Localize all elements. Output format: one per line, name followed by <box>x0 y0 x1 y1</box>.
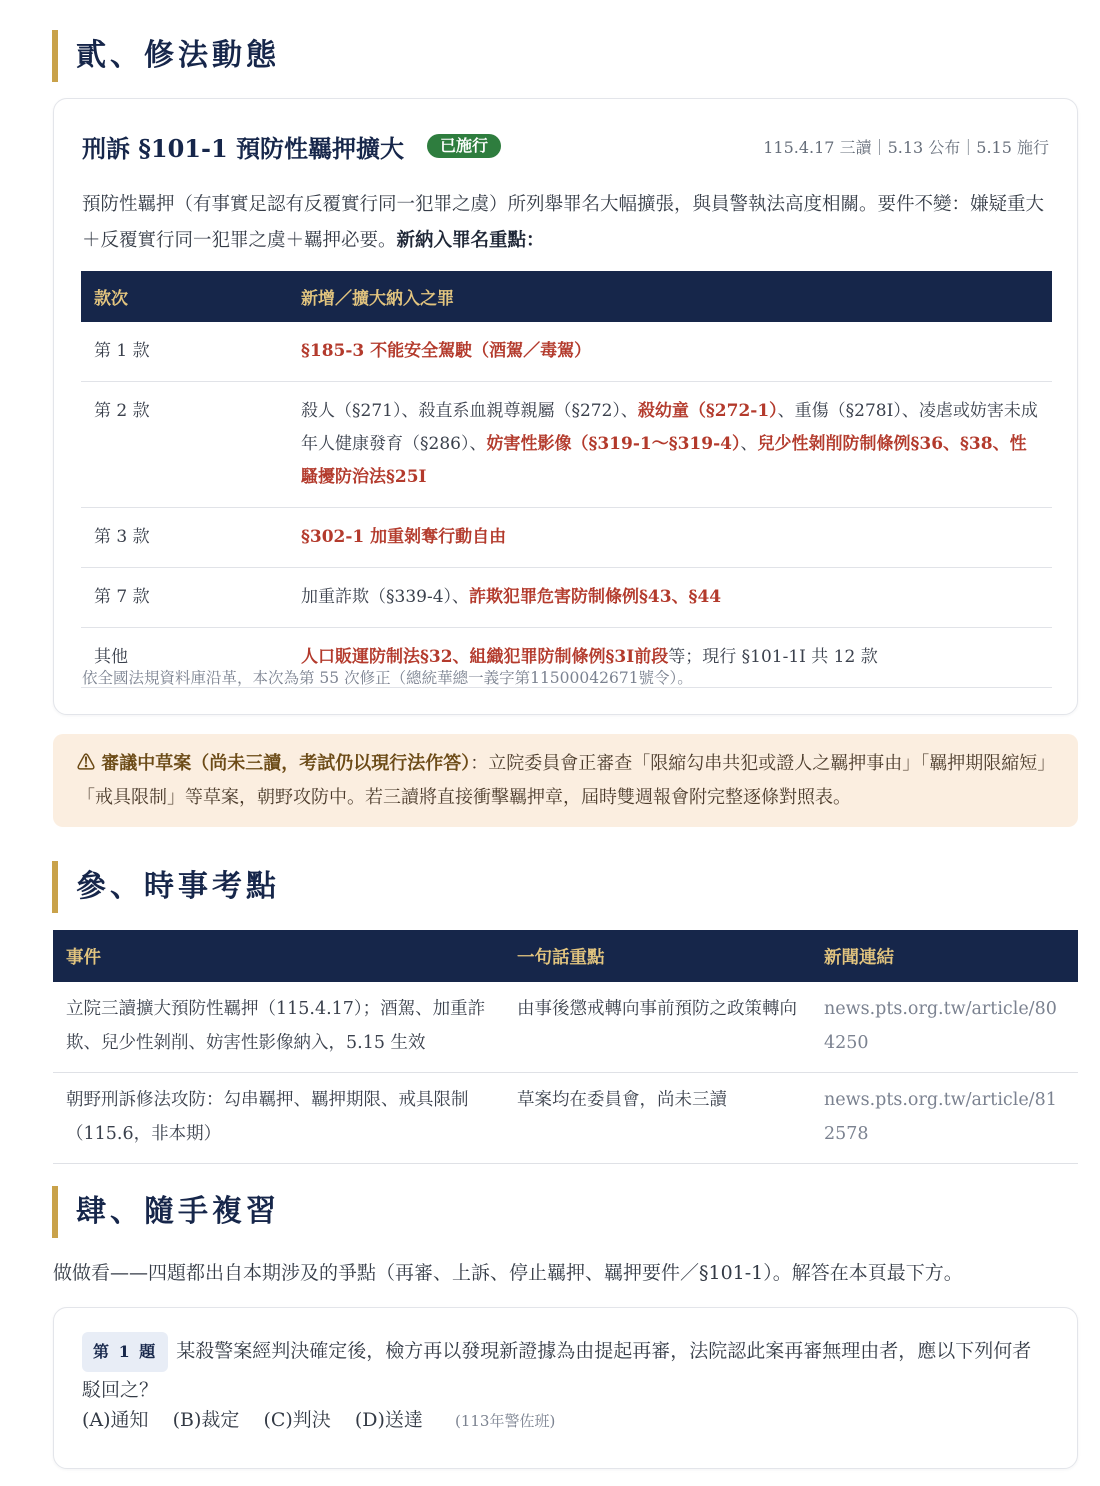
draft-warning-box <box>53 734 1078 827</box>
clause-number: 其他 <box>81 628 288 688</box>
news-key-point: 草案均在委員會，尚未三讀 <box>504 1073 811 1164</box>
option-a[interactable]: (A)通知 <box>82 1409 149 1431</box>
offense-highlight: 妨害性影像（§319-1～§319-4） <box>486 434 741 454</box>
clause-offenses <box>288 508 1052 568</box>
offense-highlight: 殺幼童（§272-1） <box>637 401 778 421</box>
clause-number: 第 7 款 <box>81 568 288 628</box>
section-heading-review: 肆、隨手複習 <box>52 1186 280 1238</box>
clause-offenses <box>288 382 1052 508</box>
review-intro: 做做看——四題都出自本期涉及的爭點（再審、上訴、停止羈押、羈押要件／§101-1）。解答在本頁最下方。 <box>53 1262 963 1284</box>
offense-text: 、 <box>740 434 758 454</box>
offense-highlight: 人口販運防制法§32、組織犯罪防制條例§3Ⅰ前段 <box>301 647 669 667</box>
option-c[interactable]: (C)判決 <box>263 1409 331 1431</box>
amendment-title: 刑訴 §101-1 預防性羈押擴大 <box>82 134 405 163</box>
clause-number: 第 2 款 <box>81 382 288 508</box>
news-table-header <box>53 930 1078 982</box>
header-news-link: 新聞連結 <box>811 930 1078 982</box>
table-row <box>81 322 1052 382</box>
header-key-point: 一句話重點 <box>504 930 811 982</box>
clause-offenses <box>288 568 1052 628</box>
amendment-card <box>53 98 1078 715</box>
header-event: 事件 <box>53 930 504 982</box>
option-d[interactable]: (D)送達 <box>354 1409 423 1431</box>
clause-number: 第 3 款 <box>81 508 288 568</box>
table-row <box>81 382 1052 508</box>
warning-title: ⚠ 審議中草案（尚未三讀，考試仍以現行法作答） <box>77 753 471 774</box>
news-event: 朝野刑訴修法攻防：勾串羈押、羈押期限、戒具限制（115.6，非本期） <box>53 1073 504 1164</box>
table-row <box>81 508 1052 568</box>
question-options <box>82 1405 555 1432</box>
option-b[interactable]: (B)裁定 <box>172 1409 240 1431</box>
news-link[interactable]: news.pts.org.tw/article/812578 <box>811 1073 1078 1164</box>
question-number-badge: 第 1 題 <box>82 1332 168 1372</box>
clause-table-body <box>81 322 1052 688</box>
offense-text: 殺人（§271）、殺直系血親尊親屬（§272）、 <box>301 401 638 421</box>
table-row <box>53 1073 1078 1164</box>
status-badge: 已施行 <box>427 134 501 158</box>
section-heading-amendments: 貳、修法動態 <box>52 30 280 82</box>
news-link[interactable]: news.pts.org.tw/article/804250 <box>811 982 1078 1073</box>
question-text-block <box>82 1332 1047 1408</box>
section-heading-current-events: 參、時事考點 <box>52 861 280 913</box>
header-offenses: 新增／擴大納入之罪 <box>288 271 1052 322</box>
offense-highlight: 兒少性剝削防制條例§36、§38、性騷擾防治法§25Ⅰ <box>301 434 1027 487</box>
clause-number: 第 1 款 <box>81 322 288 382</box>
news-key-point: 由事後懲戒轉向事前預防之政策轉向 <box>504 982 811 1073</box>
amendment-dates: 115.4.17 三讀｜5.13 公布｜5.15 施行 <box>763 138 1049 157</box>
question-card <box>53 1307 1078 1469</box>
description-text: 預防性羈押（有事實足認有反覆實行同一犯罪之虞）所列舉罪名大幅擴張，與員警執法高度相關。要件不變：嫌疑重大＋反覆實行同一犯罪之虞＋羈押必要。 <box>82 194 1045 251</box>
table-row <box>53 982 1078 1073</box>
header-clause: 款次 <box>81 271 288 322</box>
warning-text: ：立院委員會正審查「限縮勾串共犯或證人之羈押事由」「羈押期限縮短」「戒具限制」等草案，朝野攻防中。若三讀將直接衝擊羈押章，屆時雙週報會附完整逐條對照表。 <box>77 753 1047 808</box>
offense-text: 等；現行 §101-1Ⅰ 共 12 款 <box>668 647 878 667</box>
offense-text: 加重詐欺（§339-4）、 <box>301 587 470 607</box>
table-row <box>81 568 1052 628</box>
offense-highlight: §302-1 加重剝奪行動自由 <box>301 527 507 547</box>
clause-table <box>81 271 1052 688</box>
question-text: 某殺警案經判決確定後，檢方再以發現新證據為由提起再審，法院認此案再審無理由者，應以下列何者駁回之？ <box>82 1340 1032 1401</box>
offense-highlight: 詐欺犯罪危害防制條例§43、§44 <box>469 587 722 607</box>
description-highlight: 新納入罪名重點： <box>396 230 545 251</box>
clause-offenses <box>288 322 1052 382</box>
news-event: 立院三讀擴大預防性羈押（115.4.17）；酒駕、加重詐欺、兒少性剝削、妨害性影像納入，5.15 生效 <box>53 982 504 1073</box>
clause-table-header <box>81 271 1052 322</box>
amendment-footnote: 依全國法規資料庫沿革，本次為第 55 次修正（總統華總一義字第11500042671號令）。 <box>82 669 693 687</box>
offense-text: 、重傷（§278Ⅰ）、凌虐或妨害未成年人健康發育（§286）、 <box>301 401 1038 454</box>
amendment-description <box>82 187 1052 259</box>
news-table <box>53 930 1078 1164</box>
offense-highlight: §185-3 不能安全駕駛（酒駕／毒駕） <box>301 341 592 361</box>
question-source: (113年警佐班) <box>454 1412 556 1430</box>
